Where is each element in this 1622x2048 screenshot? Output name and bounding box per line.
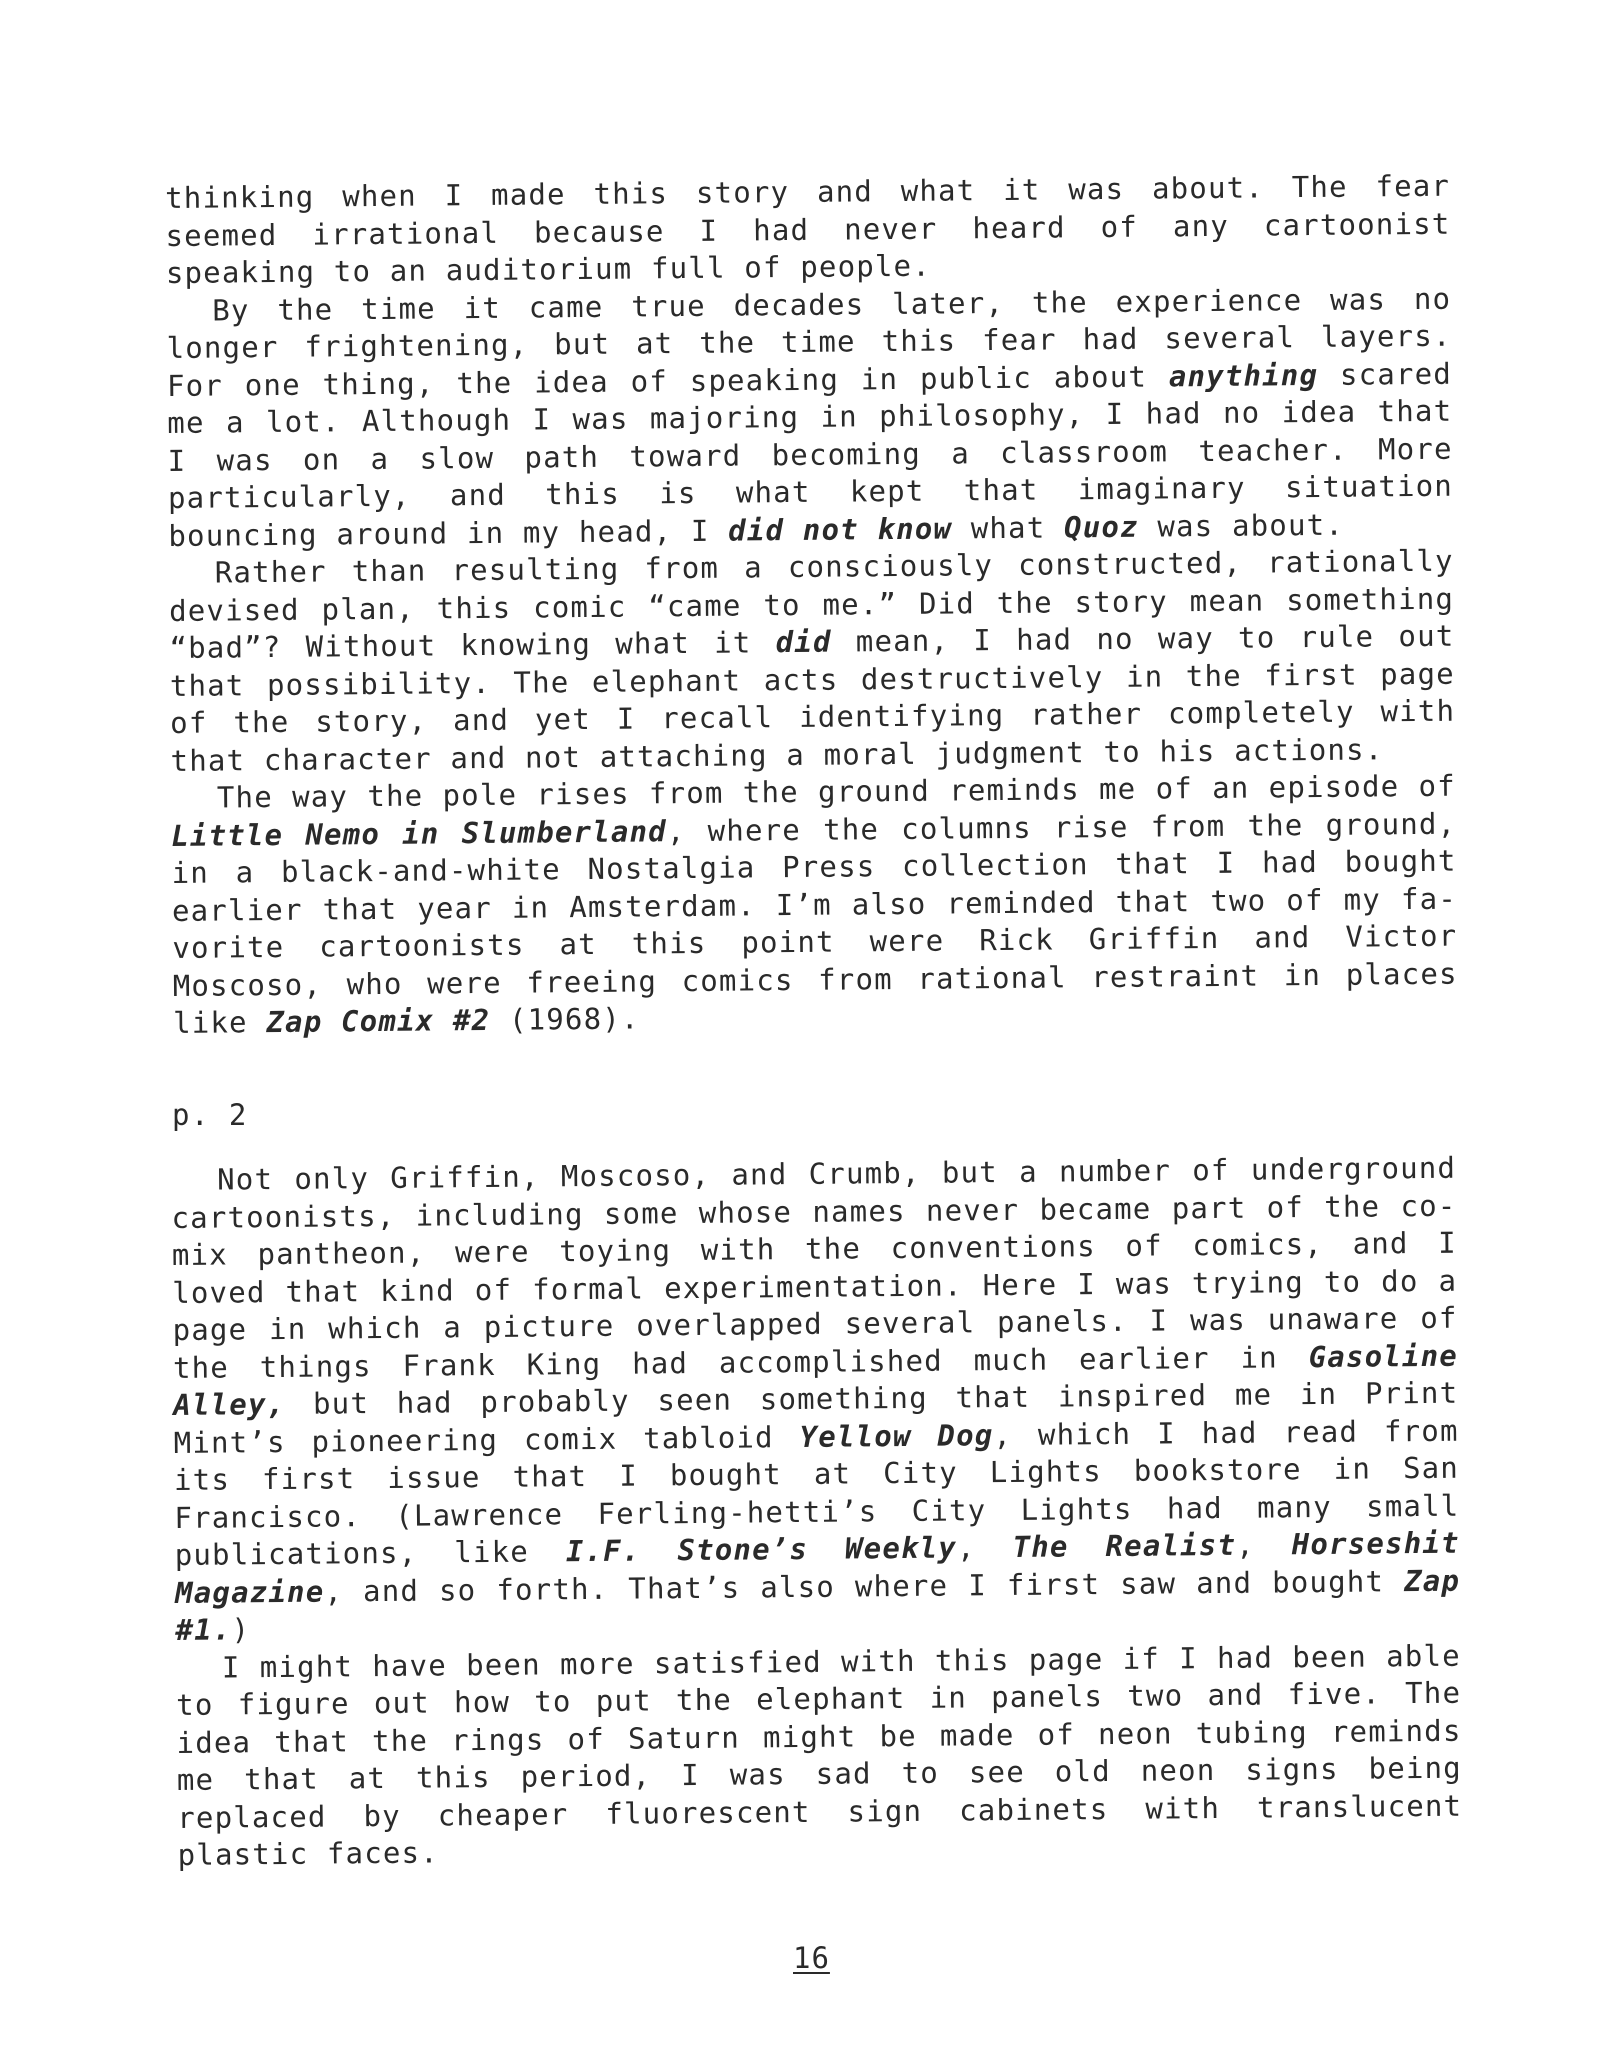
text-run: Rather than resulting from a consciously constructed, rationally devised plan, this comic “came to me.” Did the story mean something “bad”? Without knowing what it [168, 543, 1455, 665]
emphasized-title: Little Nemo in Slumberland [171, 813, 668, 853]
emphasized-title: Horseshit Magazine [174, 1525, 1460, 1610]
text-run: scared me a lot. Although I was majoring in philosophy, I had no idea that I was on a slow path toward becoming a classroom teacher. More particularly, and this is what kept that imaginary situation bouncing around in my head, I [167, 356, 1454, 553]
text-run: I might have been more satisfied with this page if I had been able to figure out how to put the elephant in panels two and five. The idea that the rings of Saturn might be made of neon tubing reminds me that at this period, I was sad to see old neon signs being replaced by cheaper fluorescent sign cabinets with translucent plastic faces. [176, 1638, 1463, 1872]
paragraph [171, 768, 1458, 1043]
text-run: what [951, 509, 1065, 545]
text-run: mean, I had no way to rule out that possibility. The elephant acts destructively in the first page of the story, and yet I recall identifying rather completely with that character and not attaching a moral judgment to his actions. [169, 618, 1456, 778]
text-run: but had probably seen something that inspired me in Print Mint’s pioneering comix tabloid [173, 1375, 1459, 1460]
emphasized-title: Yellow Dog [799, 1417, 994, 1454]
paragraph [169, 543, 1456, 780]
paragraph [166, 280, 1453, 555]
text-run: Not only Griffin, Moscoso, and Crumb, but a number of underground cartoonists, including some whose names never became part of the co-mix pantheon, were toying with the conventions of comics, and I loved that kind of formal experimentation. Here I was trying to do a page in which a picture overlapped several panels. I was unaware of the things Frank King had accomplished much earlier in [171, 1150, 1458, 1385]
emphasized-title: anything [1168, 357, 1319, 393]
text-run: , and so forth. That’s also where I first saw and bought [324, 1563, 1405, 1609]
emphasized-title: Zap Comix #2 [266, 1002, 491, 1040]
paragraph [171, 1150, 1461, 1650]
text-run: , [956, 1529, 1013, 1565]
text-run: , [1235, 1527, 1292, 1562]
text-run: , where the columns rise from the ground, in a black-and-white Nostalgia Press collection that I had bought earlier that year in Amsterdam. I’m also reminded that two of my fa-vorite cartoonists at this point were Rick Griffin and Victor Moscoso, who were freeing comics from rational restraint in places like [171, 806, 1458, 1040]
text-run: was about. [1138, 507, 1345, 544]
emphasized-title: I.F. Stone’s Weekly [565, 1530, 958, 1569]
commentary-block-bottom [171, 1150, 1463, 1875]
emphasized-title: did [775, 624, 832, 660]
paragraph [176, 1637, 1463, 1874]
text-run: By the time it came true decades later, the experience was no longer frightening, but at the time this fear had several layers. For one thing, the idea of speaking in public about [166, 281, 1452, 403]
emphasized-title: Zap #1. [175, 1563, 1461, 1647]
section-heading: p. 2 [172, 1098, 248, 1132]
text-run: ) [231, 1612, 251, 1647]
text-run: The way the pole rises from the ground reminds me of an episode of [216, 768, 1457, 815]
paragraph [165, 168, 1451, 293]
text-run: , which I had read from its first issue that I bought at City Lights bookstore in San Francisco. (Lawrence Ferling-hetti’s City Lights had many small publications, like [173, 1413, 1460, 1572]
emphasized-title: Gasoline Alley, [173, 1338, 1459, 1422]
emphasized-title: Quoz [1063, 509, 1139, 544]
text-run: thinking when I made this story and what it was about. The fear seemed irrational because I had never heard of any cartoonist speaking to an auditorium full of people. [165, 168, 1451, 290]
page-number: 16 [793, 1941, 830, 1975]
commentary-block-top [165, 168, 1458, 1043]
emphasized-title: The Realist [1012, 1527, 1237, 1564]
text-run: (1968). [490, 1001, 640, 1037]
emphasized-title: did not know [728, 510, 953, 548]
